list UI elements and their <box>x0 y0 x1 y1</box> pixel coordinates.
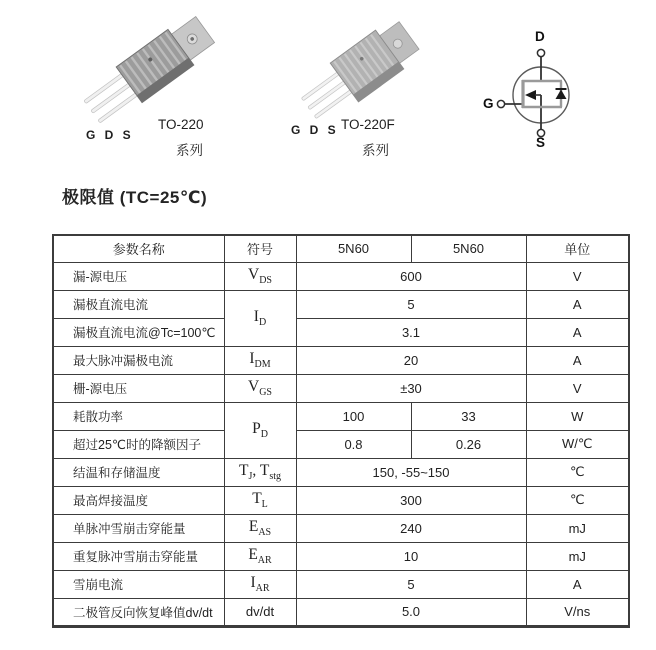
symbol-cell: $I_D$ <box>224 290 296 346</box>
table-row <box>53 570 629 598</box>
to220f-series-label: 系列 <box>362 143 389 158</box>
param-cell: 最大脉冲漏极电流 <box>53 346 224 374</box>
to220f-pins-label: G D S <box>291 123 336 137</box>
mosfet-drain-label: D <box>535 29 545 44</box>
param-cell: 雪崩电流 <box>53 570 224 598</box>
to220-pins-label: G D S <box>86 128 131 142</box>
mosfet-gate-label: G <box>483 96 494 111</box>
ratings-table-body <box>53 262 629 626</box>
symbol-cell: $P_D$ <box>224 402 296 458</box>
param-cell: 重复脉冲雪崩击穿能量 <box>53 542 224 570</box>
symbol-cell: $V_{GS}$ <box>224 374 296 402</box>
table-row <box>53 346 629 374</box>
unit-cell: W/℃ <box>526 430 629 458</box>
param-cell: 结温和存储温度 <box>53 458 224 486</box>
to220-package-image <box>55 12 225 134</box>
unit-cell: V/ns <box>526 598 629 626</box>
unit-cell: V <box>526 262 629 290</box>
param-cell: 漏极直流电流 <box>53 290 224 318</box>
table-row <box>53 514 629 542</box>
value-cell: 20 <box>296 346 526 374</box>
unit-cell: ℃ <box>526 486 629 514</box>
param-cell: 二极管反向恢复峰值dv/dt <box>53 598 224 626</box>
value-cell: 600 <box>296 262 526 290</box>
param-cell: 超过25℃时的降额因子 <box>53 430 224 458</box>
value-cell: 5.0 <box>296 598 526 626</box>
col-header-symbol: 符号 <box>224 235 296 262</box>
mosfet-source-label: S <box>536 135 546 150</box>
value-cell: 0.26 <box>411 430 526 458</box>
to220-series-label: 系列 <box>176 143 203 158</box>
table-row <box>53 486 629 514</box>
table-row <box>53 402 629 430</box>
col-header-part1: 5N60 <box>296 235 411 262</box>
value-cell: 0.8 <box>296 430 411 458</box>
unit-cell: mJ <box>526 514 629 542</box>
symbol-cell: $V_{DS}$ <box>224 262 296 290</box>
table-row <box>53 598 629 626</box>
value-cell: 300 <box>296 486 526 514</box>
ratings-table <box>52 234 630 628</box>
param-cell: 漏-源电压 <box>53 262 224 290</box>
symbol-cell: $E_{AR}$ <box>224 542 296 570</box>
value-cell: 33 <box>411 402 526 430</box>
value-cell: 5 <box>296 570 526 598</box>
unit-cell: A <box>526 346 629 374</box>
col-header-param: 参数名称 <box>53 235 224 262</box>
table-row <box>53 262 629 290</box>
to220f-name-label: TO-220F <box>341 117 395 132</box>
param-cell: 漏极直流电流@Tc=100℃ <box>53 318 224 346</box>
value-cell: 10 <box>296 542 526 570</box>
table-row <box>53 318 629 346</box>
param-cell: 单脉冲雪崩击穿能量 <box>53 514 224 542</box>
mosfet-symbol-image <box>460 10 640 160</box>
value-cell: 3.1 <box>296 318 526 346</box>
param-cell: 最高焊接温度 <box>53 486 224 514</box>
param-cell: 耗散功率 <box>53 402 224 430</box>
unit-cell: W <box>526 402 629 430</box>
unit-cell: mJ <box>526 542 629 570</box>
to220f-package-image <box>272 12 422 134</box>
section-title: 极限值 (TC=25℃) <box>62 188 208 207</box>
unit-cell: V <box>526 374 629 402</box>
table-row <box>53 374 629 402</box>
col-header-unit: 单位 <box>526 235 629 262</box>
value-cell: ±30 <box>296 374 526 402</box>
table-row <box>53 430 629 458</box>
table-row <box>53 542 629 570</box>
symbol-cell: dv/dt <box>224 598 296 626</box>
symbol-cell: $I_{AR}$ <box>224 570 296 598</box>
value-cell: 100 <box>296 402 411 430</box>
value-cell: 240 <box>296 514 526 542</box>
symbol-cell: $T_J$, $T_{stg}$ <box>224 458 296 486</box>
symbol-cell: $E_{AS}$ <box>224 514 296 542</box>
unit-cell: A <box>526 318 629 346</box>
symbol-cell: $I_{DM}$ <box>224 346 296 374</box>
table-row <box>53 458 629 486</box>
value-cell: 5 <box>296 290 526 318</box>
to220-name-label: TO-220 <box>158 117 204 132</box>
table-row <box>53 290 629 318</box>
unit-cell: A <box>526 290 629 318</box>
value-cell: 150, -55~150 <box>296 458 526 486</box>
symbol-cell: $T_L$ <box>224 486 296 514</box>
table-header-row <box>53 235 629 262</box>
param-cell: 栅-源电压 <box>53 374 224 402</box>
col-header-part2: 5N60 <box>411 235 526 262</box>
unit-cell: A <box>526 570 629 598</box>
unit-cell: ℃ <box>526 458 629 486</box>
